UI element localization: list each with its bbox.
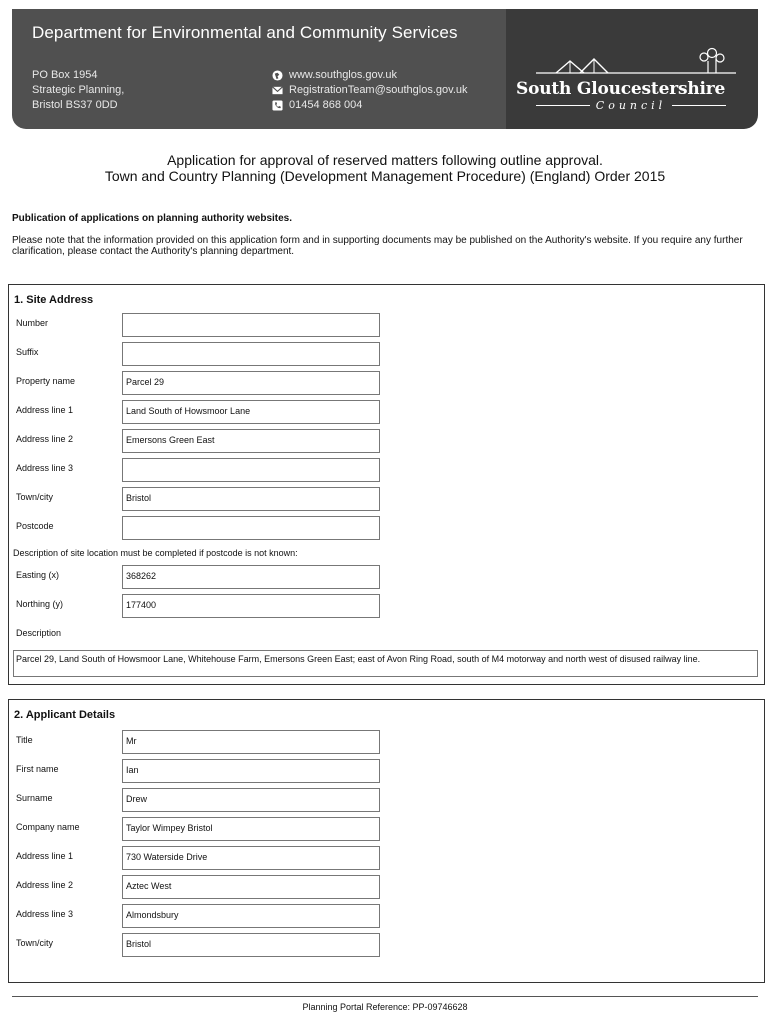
council-logo-name: South Gloucestershire [516,79,726,99]
email-row [272,83,468,98]
website-link[interactable]: www.southglos.gov.uk [289,69,398,81]
envelope-icon [272,85,283,96]
northing-label: Northing (y) [16,599,64,609]
department-title: Department for Environmental and Community Services [32,23,458,42]
northing-field[interactable]: 177400 [122,594,380,618]
header-contact-panel [12,9,506,129]
address-line-3-label: Address line 3 [16,463,74,473]
suffix-label: Suffix [16,347,39,357]
title-field[interactable]: Mr [122,730,380,754]
postal-address [32,68,124,113]
website-row [272,68,468,83]
number-field[interactable] [122,313,380,337]
first-name-label: First name [16,764,59,774]
form-title-line-2: Town and Country Planning (Development Management Procedure) (England) Order 2015 [104,168,666,184]
applicant-address-line-1-field[interactable]: 730 Waterside Drive [122,846,380,870]
logo-rule [536,105,590,106]
bridge-logo-icon [536,47,736,81]
applicant-town-city-label: Town/city [16,938,54,948]
title-label: Title [16,735,33,745]
address-line-2-label: Address line 2 [16,434,74,444]
postcode-label: Postcode [16,521,54,531]
applicant-address-line-3-field[interactable]: Almondsbury [122,904,380,928]
phone-number: 01454 868 004 [289,99,363,111]
form-title-line-1: Application for approval of reserved matters following outline approval. [167,152,603,168]
phone-row [272,98,468,113]
address-line: Strategic Planning, [32,84,125,96]
company-name-label: Company name [16,822,80,832]
property-name-label: Property name [16,376,76,386]
address-line: Bristol BS37 0DD [32,99,118,111]
applicant-town-city-field[interactable]: Bristol [122,933,380,957]
applicant-address-line-3-label: Address line 3 [16,909,74,919]
number-label: Number [16,318,49,328]
form-title [0,152,770,184]
section-title: 1. Site Address [14,294,94,306]
publication-heading: Publication of applications on planning authority websites. [12,213,293,224]
council-logo-subtitle [536,99,726,112]
address-line: PO Box 1954 [32,69,98,81]
applicant-address-line-2-label: Address line 2 [16,880,74,890]
footer-divider [12,996,758,997]
address-line-3-field[interactable] [122,458,380,482]
address-line-1-label: Address line 1 [16,405,74,415]
applicant-details-section [8,699,765,983]
description-field[interactable]: Parcel 29, Land South of Howsmoor Lane, Whitehouse Farm, Emersons Green East; east of Avon Ring Road, south of M4 motorway and north west of disused railway line. [13,650,758,677]
town-city-label: Town/city [16,492,54,502]
portal-reference: Planning Portal Reference: PP-09746628 [302,1002,468,1012]
applicant-address-line-1-label: Address line 1 [16,851,74,861]
contact-details [272,68,468,113]
suffix-field[interactable] [122,342,380,366]
header-banner [12,9,758,129]
council-word: Council [595,99,667,112]
council-logo-panel [506,9,758,129]
first-name-field[interactable]: Ian [122,759,380,783]
address-line-1-field[interactable]: Land South of Howsmoor Lane [122,400,380,424]
easting-field[interactable]: 368262 [122,565,380,589]
email-link[interactable]: RegistrationTeam@southglos.gov.uk [289,84,468,96]
globe-icon [272,70,283,81]
address-line-2-field[interactable]: Emersons Green East [122,429,380,453]
publication-notice: Please note that the information provided on this application form and in supporting documents may be published on the Authority's website. If you require any further clarification, please contact the Authority's planning department. [12,235,743,257]
logo-rule [672,105,726,106]
postcode-field[interactable] [122,516,380,540]
easting-label: Easting (x) [16,570,60,580]
site-location-note: Description of site location must be completed if postcode is not known: [13,548,298,558]
description-label: Description [16,628,62,638]
surname-label: Surname [16,793,53,803]
site-address-section [8,284,765,685]
company-name-field[interactable]: Taylor Wimpey Bristol [122,817,380,841]
property-name-field[interactable]: Parcel 29 [122,371,380,395]
section-title: 2. Applicant Details [14,709,116,721]
applicant-address-line-2-field[interactable]: Aztec West [122,875,380,899]
phone-icon [272,100,283,111]
surname-field[interactable]: Drew [122,788,380,812]
town-city-field[interactable]: Bristol [122,487,380,511]
